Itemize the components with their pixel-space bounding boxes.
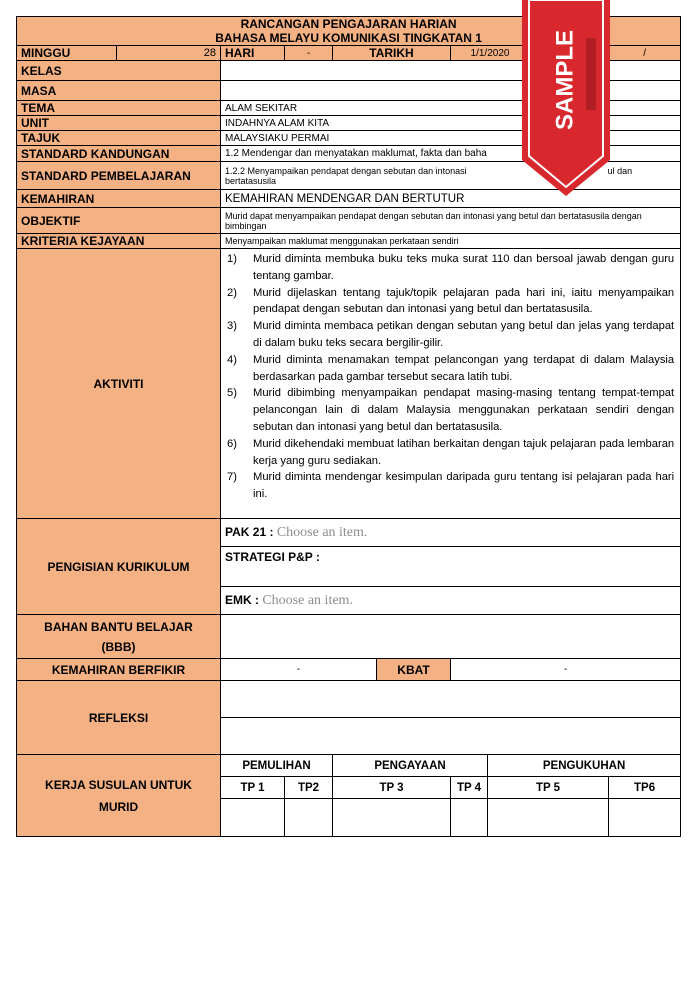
sample-watermark-ribbon	[522, 0, 610, 196]
aktiviti-item	[227, 251, 674, 285]
aktiviti-item-text: Murid diminta membaca petikan dengan sebutan yang betul dan jelas yang terdapat di dalam buku teks secara bergilir-gilir.	[253, 320, 675, 349]
aktiviti-item	[227, 352, 674, 386]
pak21-dropdown[interactable]: Choose an item.	[276, 524, 368, 540]
tema-value[interactable]: ALAM SEKITAR	[221, 101, 681, 116]
aktiviti-item-number: 5)	[227, 387, 237, 400]
tajuk-value[interactable]: MALAYSIAKU PERMAI	[221, 131, 681, 146]
aktiviti-item	[227, 436, 674, 470]
aktiviti-item	[227, 285, 674, 319]
tp6-cell[interactable]	[609, 799, 681, 837]
kemahiran-value[interactable]: KEMAHIRAN MENDENGAR DAN BERTUTUR	[221, 190, 681, 208]
tp3-cell[interactable]	[333, 799, 451, 837]
refleksi-label: REFLEKSI	[17, 681, 221, 755]
aktiviti-item-number: 6)	[227, 437, 237, 450]
minggu-label: MINGGU	[17, 46, 117, 61]
aktiviti-item-text: Murid diminta menamakan tempat pelancongan yang terdapat di dalam Malaysia berdasarkan pada gambar tersebut secara latih tubi.	[253, 353, 675, 383]
bbb-label	[17, 615, 221, 659]
strategi-cell[interactable]	[221, 547, 681, 587]
unit-value[interactable]: INDAHNYA ALAM KITA	[221, 116, 681, 131]
kemahiran-berfikir-value[interactable]: -	[221, 659, 377, 681]
aktiviti-label: AKTIVITI	[17, 249, 221, 519]
aktiviti-item-number: 2)	[227, 286, 237, 299]
tp3-header: TP 3	[333, 777, 451, 799]
tp1-header: TP 1	[221, 777, 285, 799]
aktiviti-item-text: Murid dikehendaki membuat latihan berkaitan dengan tajuk pelajaran pada lembaran kerja yang guru sediakan.	[253, 437, 675, 467]
sample-watermark-text: SAMPLE	[551, 29, 579, 131]
tp2-header: TP2	[285, 777, 333, 799]
standard-kandungan-value[interactable]: 1.2 Mendengar dan menyatakan maklumat, fakta dan baha	[221, 146, 681, 162]
aktiviti-item-text: Murid dibimbing menyampaikan pendapat masing-masing tentang tempat-tempat pelancongan lain di dalam Malaysia menggunakan perkataan sendiri dengan sebutan dan intonasi yang betul dan bertatasusila.	[253, 387, 675, 433]
aktiviti-content[interactable]	[221, 249, 681, 519]
pengisian-kurikulum-label: PENGISIAN KURIKULUM	[17, 519, 221, 615]
refleksi-line-1[interactable]	[221, 681, 681, 718]
objektif-label: OBJEKTIF	[17, 208, 221, 234]
tp6-header: TP6	[609, 777, 681, 799]
aktiviti-item-text: Murid dijelaskan tentang tajuk/topik pelajaran pada hari ini, iaitu menyampaikan pendapat dengan sebutan dan intonasi yang betul dan bertatasusila.	[253, 286, 675, 316]
standard-pembelajaran-line1: 1.2.2 Menyampaikan pendapat dengan sebutan dan intonasi	[225, 165, 467, 176]
tema-label: TEMA	[17, 101, 221, 116]
kemahiran-label: KEMAHIRAN	[17, 190, 221, 208]
aktiviti-item	[227, 385, 674, 435]
kriteria-kejayaan-label: KRITERIA KEJAYAAN	[17, 234, 221, 249]
pak21-cell[interactable]	[221, 519, 681, 547]
kelas-label: KELAS	[17, 61, 221, 81]
kelas-value[interactable]	[221, 61, 681, 81]
tp5-header: TP 5	[488, 777, 609, 799]
kemahiran-berfikir-label: KEMAHIRAN BERFIKIR	[17, 659, 221, 681]
bbb-label-line2: (BBB)	[101, 639, 136, 654]
pengukuhan-header: PENGUKUHAN	[488, 755, 681, 777]
tp5-cell[interactable]	[488, 799, 609, 837]
kbat-value[interactable]: -	[451, 659, 681, 681]
standard-pembelajaran-line2: bertatasusila	[225, 175, 277, 186]
masa-label: MASA	[17, 81, 221, 101]
tarikh-label: TARIKH	[333, 46, 451, 61]
tp4-cell[interactable]	[451, 799, 488, 837]
aktiviti-item-number: 7)	[227, 471, 237, 484]
tp2-cell[interactable]	[285, 799, 333, 837]
aktiviti-list	[227, 251, 674, 503]
pemulihan-header: PEMULIHAN	[221, 755, 333, 777]
strategi-label: STRATEGI P&P :	[225, 550, 320, 564]
pengayaan-header: PENGAYAAN	[333, 755, 488, 777]
aktiviti-item-number: 1)	[227, 253, 237, 265]
aktiviti-item	[227, 469, 674, 503]
tp1-cell[interactable]	[221, 799, 285, 837]
hari-label: HARI	[221, 46, 285, 61]
bbb-value[interactable]	[221, 615, 681, 659]
tarikh-value[interactable]: 1/1/2020	[451, 46, 530, 61]
tajuk-label: TAJUK	[17, 131, 221, 146]
standard-pembelajaran-value[interactable]	[221, 162, 681, 190]
standard-pembelajaran-label: STANDARD PEMBELAJARAN	[17, 162, 221, 190]
emk-dropdown[interactable]: Choose an item.	[262, 592, 353, 608]
tp4-header: TP 4	[451, 777, 488, 799]
emk-cell[interactable]	[221, 587, 681, 615]
unit-label: UNIT	[17, 116, 221, 131]
standard-pembelajaran-line1-end: ul dan	[607, 165, 633, 176]
kriteria-kejayaan-value[interactable]: Menyampaikan maklumat menggunakan perkataan sendiri	[221, 234, 681, 249]
kbat-label: KBAT	[377, 659, 451, 681]
aktiviti-item	[227, 318, 674, 352]
masa-value[interactable]	[221, 81, 681, 101]
objektif-value[interactable]: Murid dapat menyampaikan pendapat dengan sebutan dan intonasi yang betul dan bertatasusila dengan bimbingan	[221, 208, 681, 234]
minggu-value[interactable]: 28	[117, 46, 221, 61]
standard-kandungan-label: STANDARD KANDUNGAN	[17, 146, 221, 162]
aktiviti-item-text: Murid diminta membuka buku teks muka surat 110 dan bersoal jawab dengan guru tentang gambar.	[253, 253, 675, 282]
header-subtitle: BAHASA MELAYU KOMUNIKASI TINGKATAN 1	[215, 31, 482, 45]
pak21-label: PAK 21 :	[225, 524, 274, 539]
aktiviti-item-text: Murid diminta mendengar kesimpulan daripada guru tentang isi pelajaran pada hari ini.	[253, 471, 675, 501]
refleksi-line-2[interactable]	[221, 718, 681, 755]
hari-value[interactable]: -	[285, 46, 333, 61]
info-extra-value[interactable]: /	[609, 46, 681, 61]
aktiviti-item-number: 3)	[227, 320, 237, 333]
kerja-susulan-label-line2: MURID	[98, 799, 139, 814]
kerja-susulan-label-line1: KERJA SUSULAN UNTUK	[45, 777, 192, 792]
emk-label: EMK :	[225, 592, 259, 607]
kerja-susulan-label	[17, 755, 221, 837]
bbb-label-line1: BAHAN BANTU BELAJAR	[44, 619, 193, 634]
aktiviti-item-number: 4)	[227, 353, 237, 366]
header-title: RANCANGAN PENGAJARAN HARIAN	[240, 17, 457, 31]
